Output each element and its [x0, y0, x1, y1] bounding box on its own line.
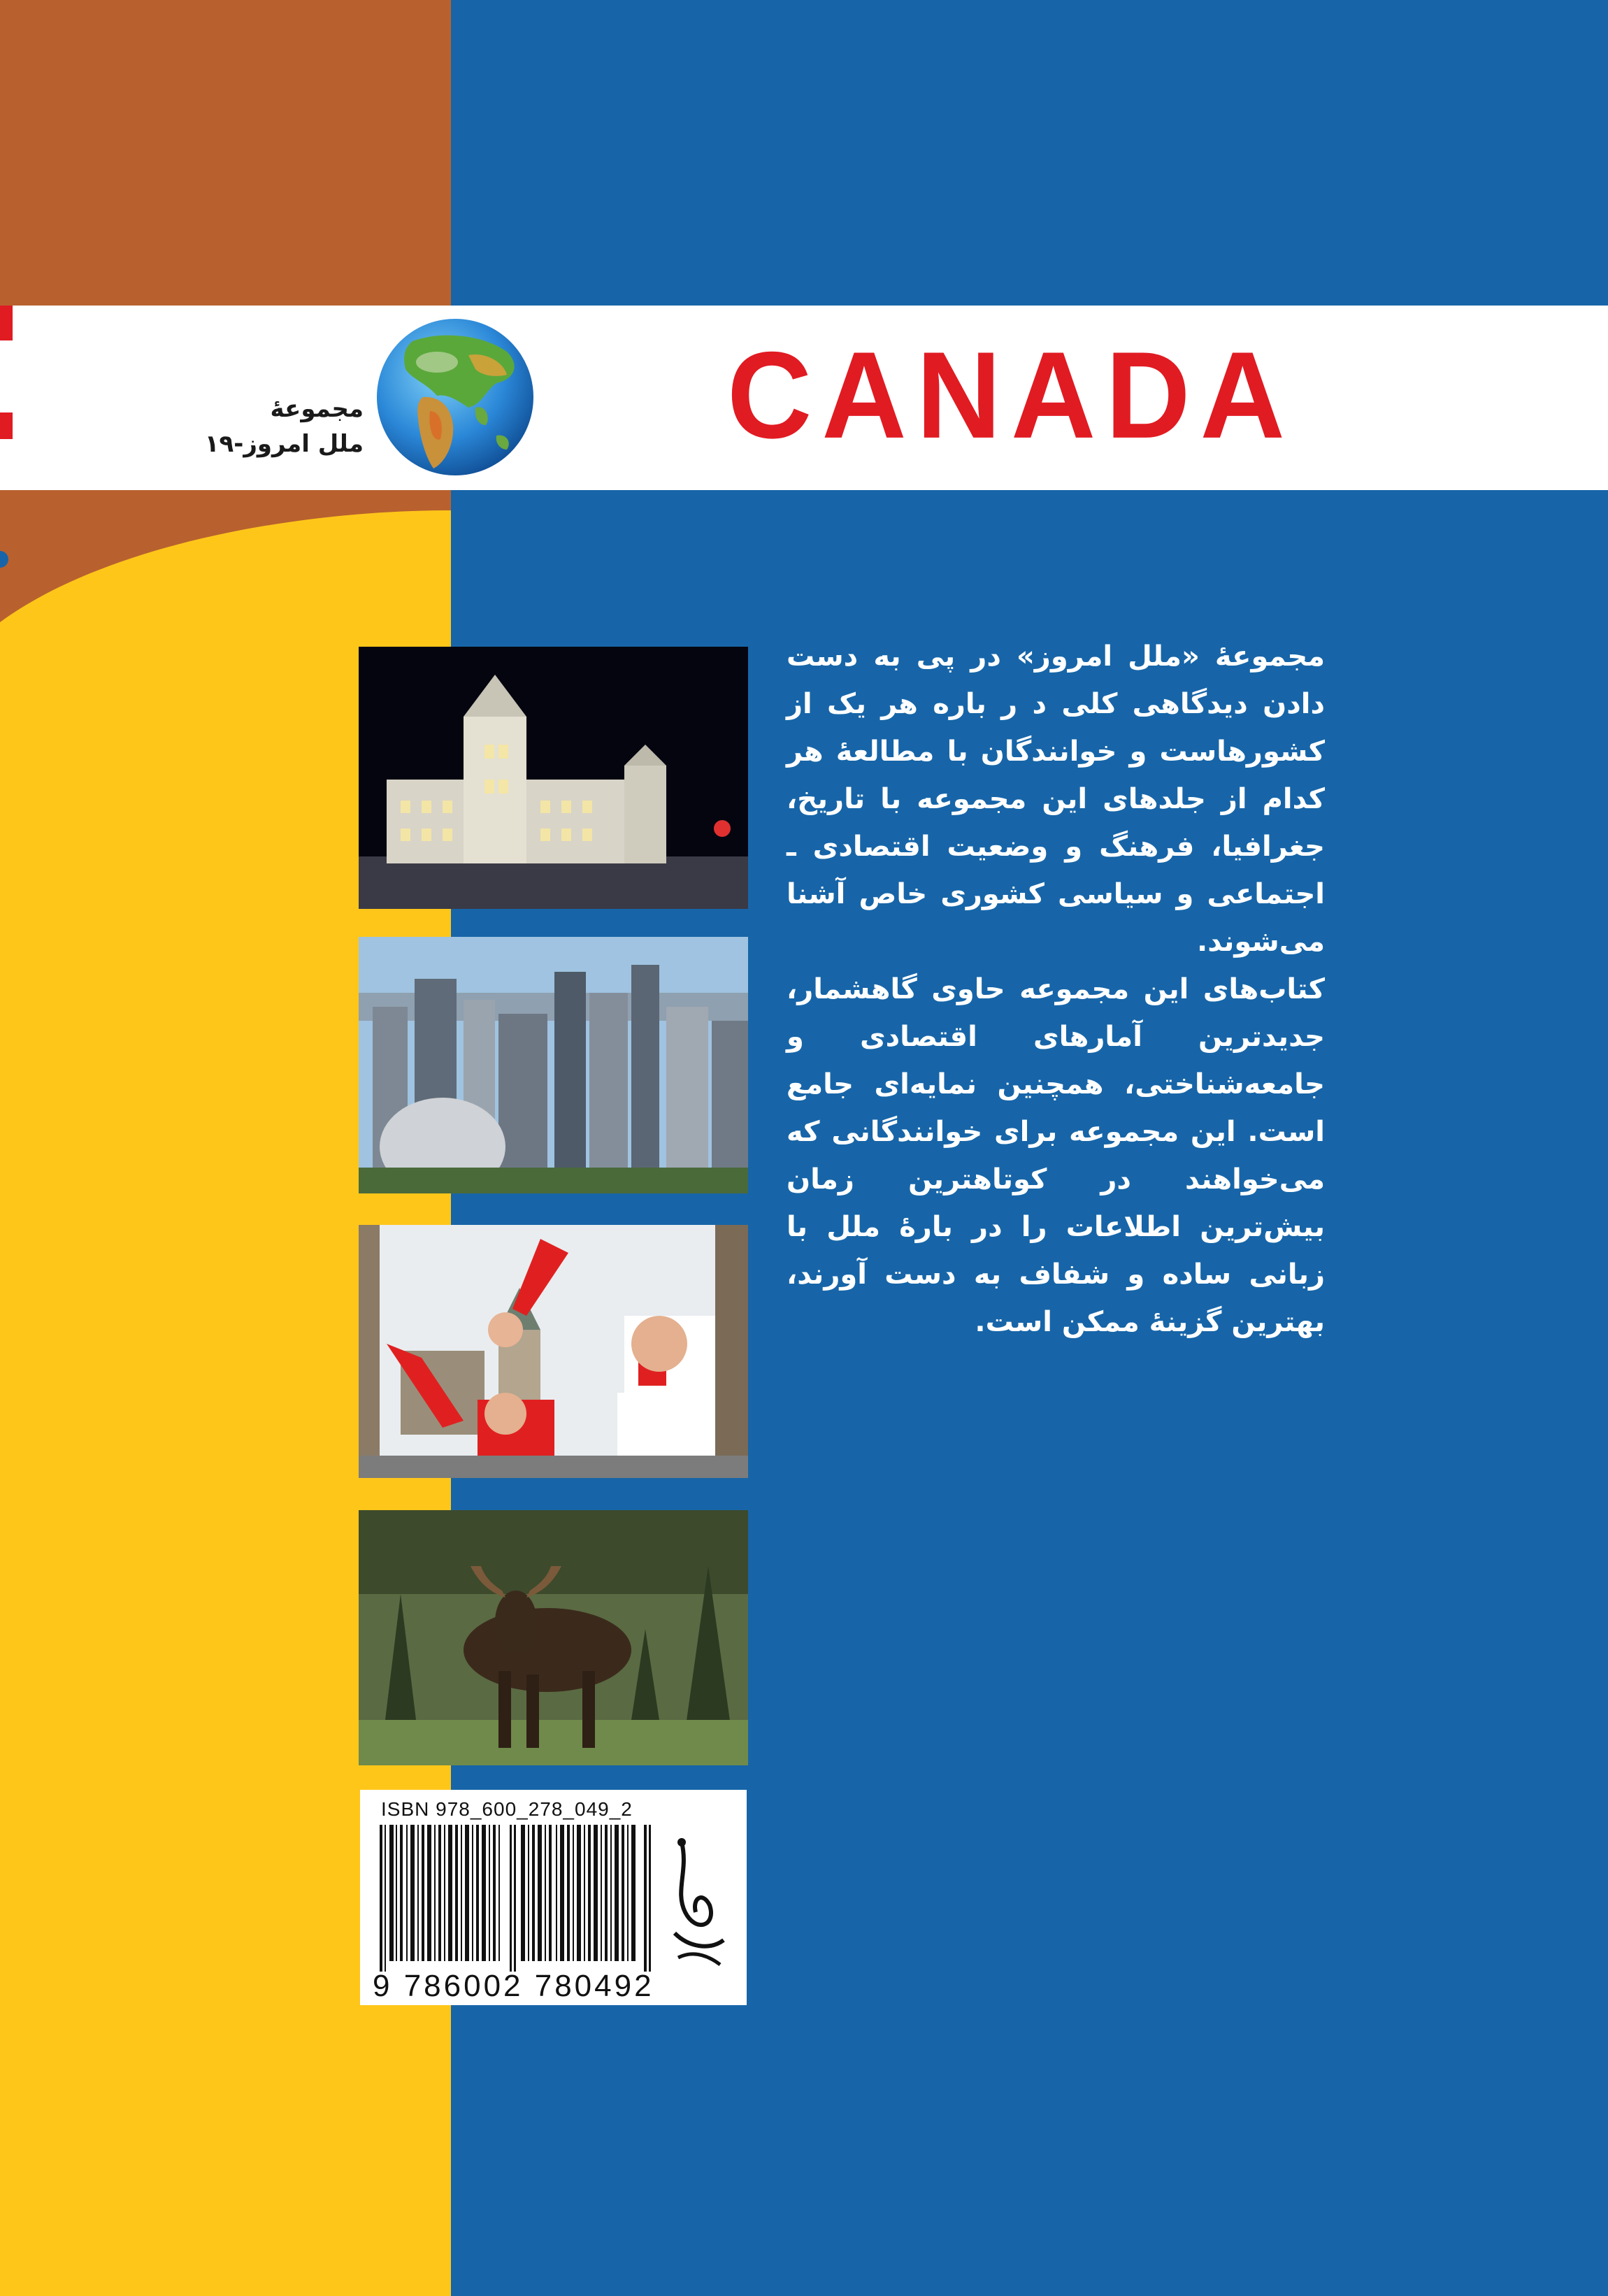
cover-title: CANADA	[727, 326, 1295, 464]
series-label-line2: ملل امروز-۱۹	[204, 430, 364, 458]
publisher-logo-icon	[661, 1828, 731, 1996]
book-description	[787, 633, 1325, 1409]
brown-curve	[0, 482, 451, 650]
isbn-digits: 9 786002 780492	[373, 1969, 654, 2003]
background-brown	[0, 0, 451, 308]
globe-icon	[364, 313, 547, 481]
barcode-icon	[380, 1825, 652, 1972]
isbn-label: ISBN 978_600_278_049_2	[381, 1798, 633, 1820]
fans-with-flags-photo	[359, 1225, 748, 1478]
parliament-night-photo	[359, 647, 748, 909]
red-accent-bottom	[0, 412, 13, 439]
series-label	[196, 392, 364, 461]
red-accent-top	[0, 306, 13, 340]
description-paragraph-1: مجموعۀ «ملل امروز» در پی به دست دادن دیدگاهی کلی د ر باره هر یک از کشورهاست و خوانندگان با مطالعۀ هر کدام از جلدهای این مجموعه با تاریخ، جغرافیا، فرهنگ و وضعیت اقتصادی ـ اجتماعی و سیاسی کشوری خاص آشنا می‌شوند.	[787, 640, 1325, 958]
city-skyline-photo	[359, 937, 748, 1193]
barcode-panel	[360, 1790, 747, 2005]
description-paragraph-2: کتاب‌های این مجموعه حاوی گاهشمار، جدیدترین آمارهای اقتصادی و جامعه‌شناختی، همچنین نمایه‌ای جامع است. این مجموعه برای خوانندگانی که می‌خواهند در کوتاهترین زمان بیش‌ترین اطلاعات را در بارۀ ملل با زبانی ساده و شفاف به دست آورند، بهترین گزینۀ ممکن است.	[787, 973, 1325, 1338]
series-label-line1: مجموعۀ	[270, 395, 364, 423]
moose-photo	[359, 1510, 748, 1765]
